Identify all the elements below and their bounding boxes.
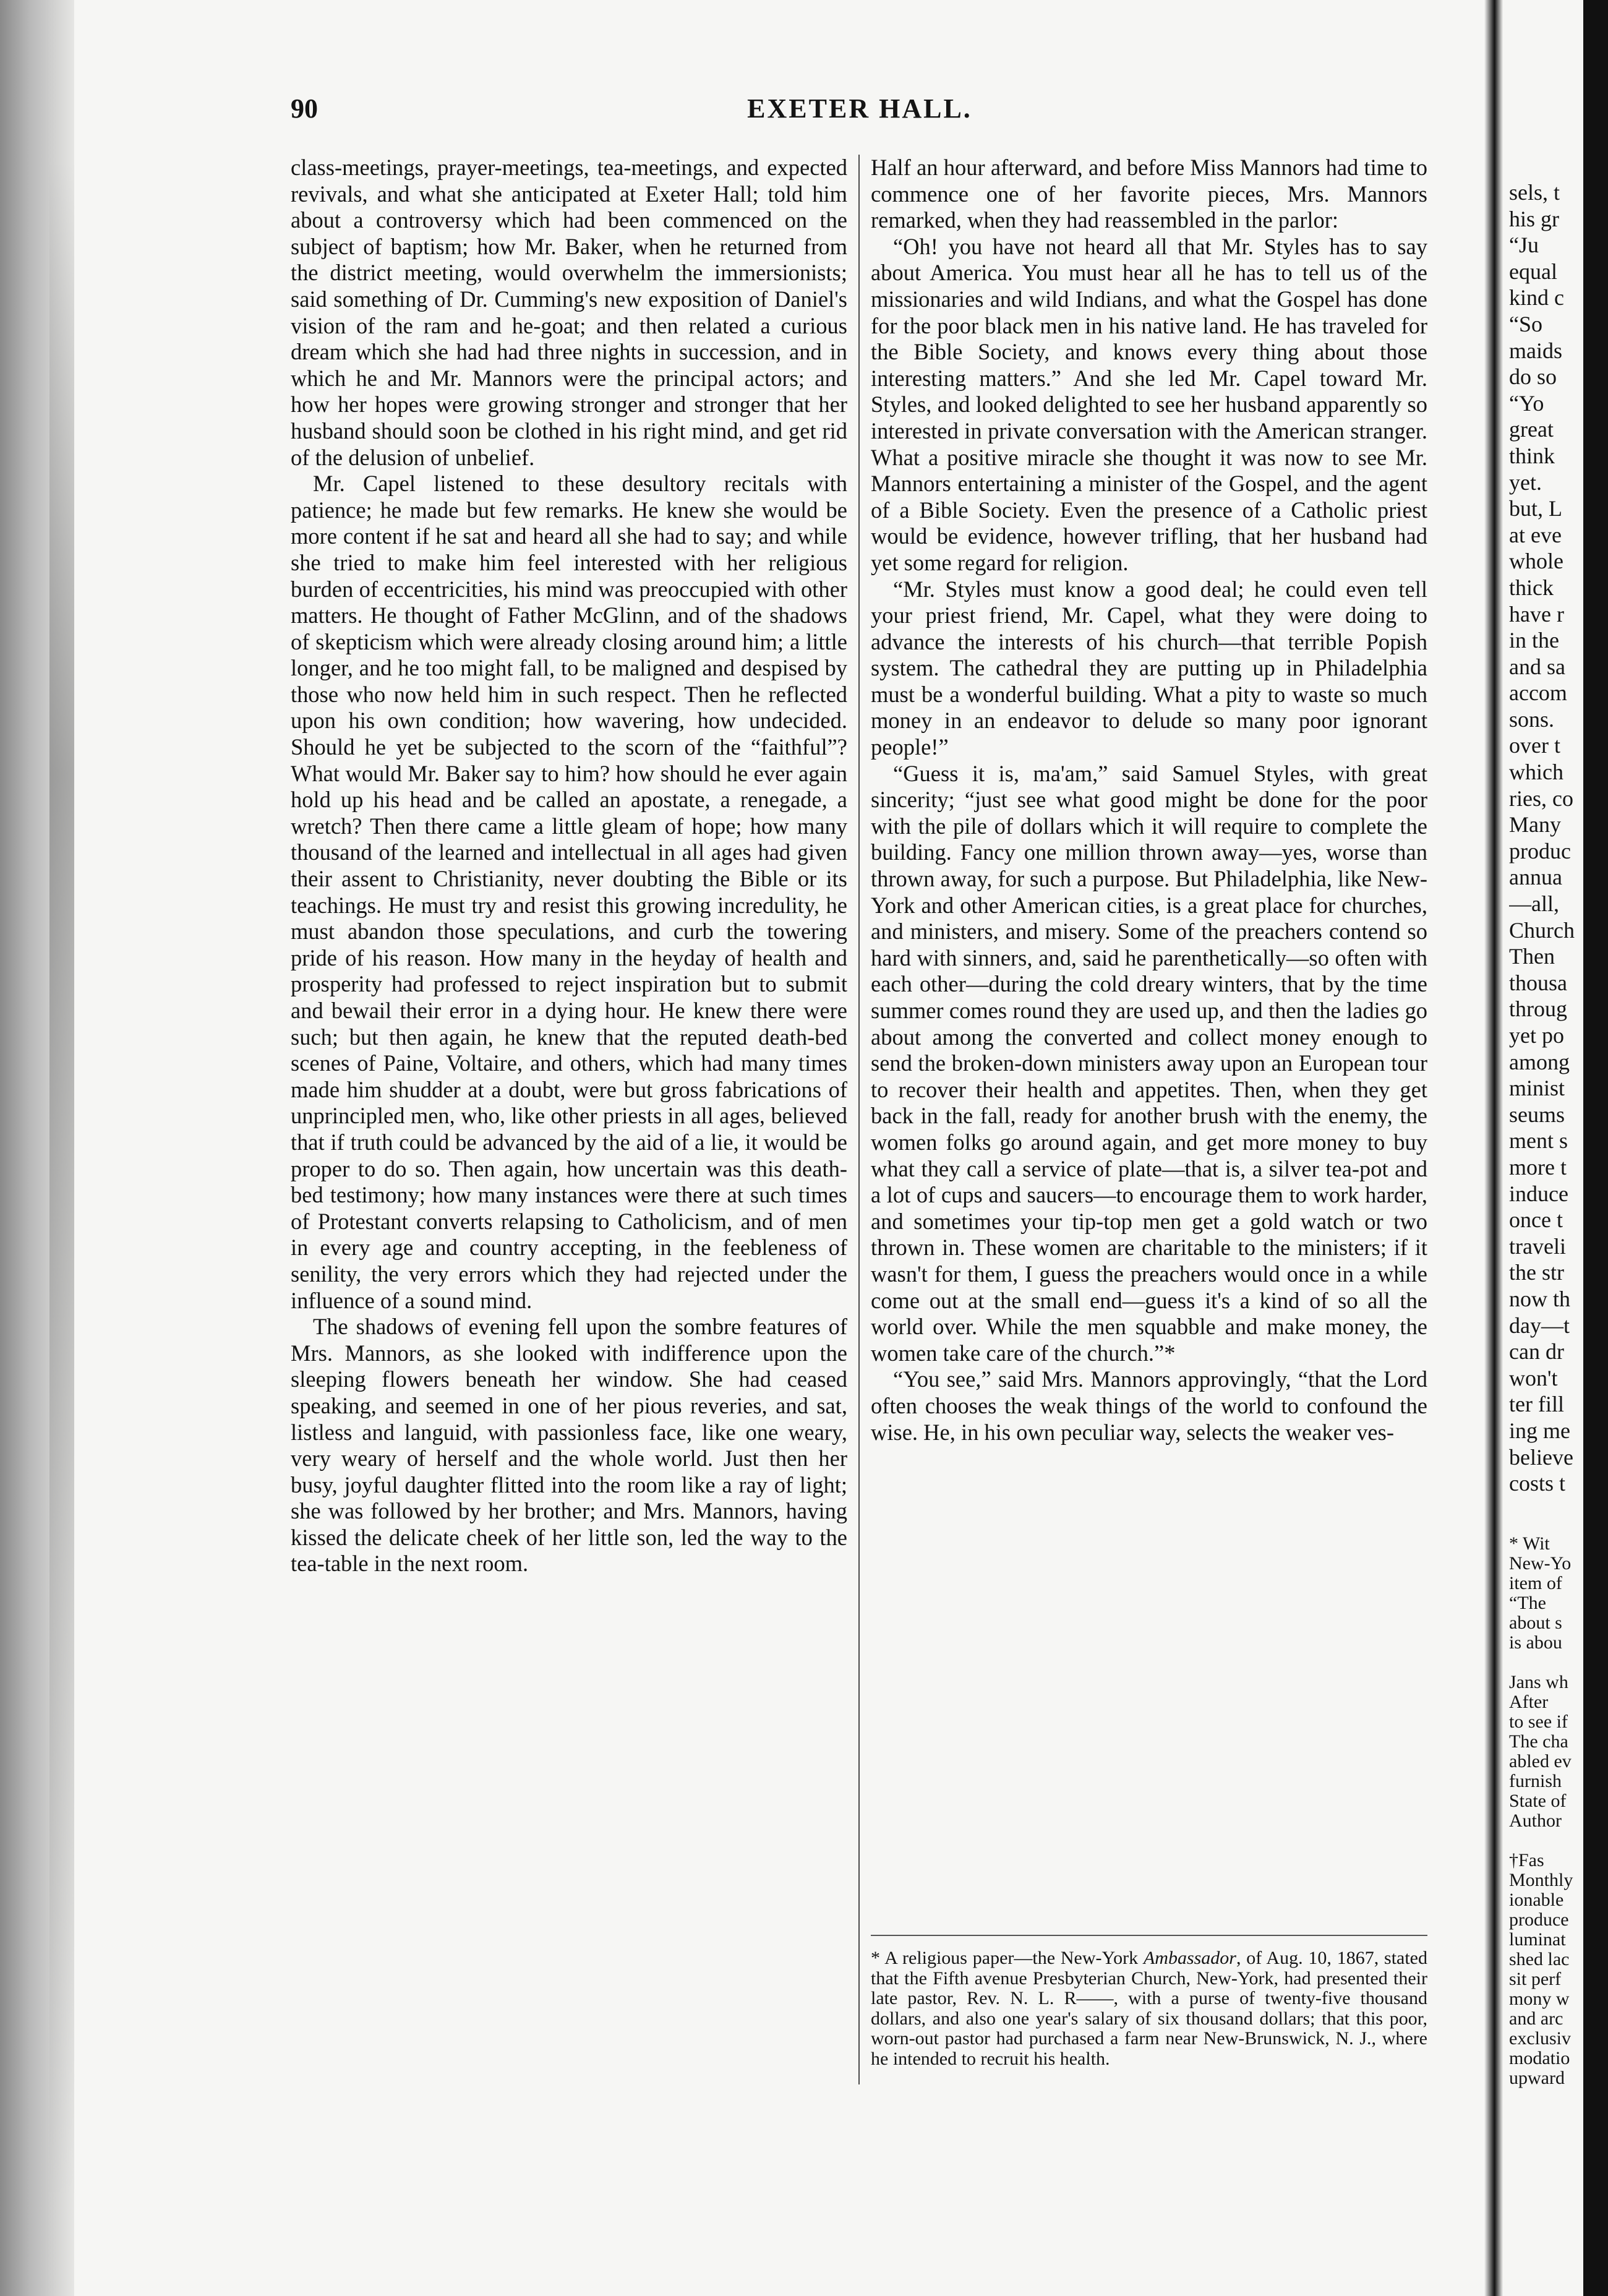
fragment-line: whole xyxy=(1509,549,1563,574)
fragment-line: induce xyxy=(1509,1181,1568,1206)
fragment-line: thick xyxy=(1509,575,1554,600)
fragment-line: Many xyxy=(1509,812,1561,837)
fragment-line: yet po xyxy=(1509,1023,1564,1048)
fragment-line: day—t xyxy=(1509,1313,1570,1338)
paragraph: The shadows of evening fell upon the sombre features of Mrs. Mannors, as she looked with indifference upon the sleeping flowers beneath her window. She had ceased speaking, and seemed in one of her pious reveries, and sat, listless and languid, with passionless face, like one weary, very weary of herself and the whole world. Just then her busy, joyful daughter flitted into the room like a ray of light; she was followed by her brother; and Mrs. Mannors, having kissed the delicate cheek of her little son, led the way to the tea-table in the next room. xyxy=(291,1314,847,1577)
paragraph: “You see,” said Mrs. Mannors approvingly, “that the Lord often chooses the weak things of the world to confound the wise. He, in his own peculiar way, selects the weaker ves- xyxy=(871,1366,1427,1445)
fragment-line: believe xyxy=(1509,1444,1573,1470)
footnote-rest: , of Aug. 10, 1867, stated that the Fifth avenue Presbyterian Church, New-York, had presented their late pastor, Rev. N. L. R——, with a purse of twenty-five thousand dollars, and also one year's salary of six thousand dollars; that this poor, worn-out pastor had purchased a farm near New-Brunswick, N. J., where he intended to recruit his health. xyxy=(871,1948,1427,2069)
fragment-line: in the xyxy=(1509,628,1559,653)
fragment-footnote-line: After xyxy=(1509,1691,1549,1712)
fragment-footnote-line: to see if xyxy=(1509,1711,1568,1732)
fragment-line: more t xyxy=(1509,1154,1567,1180)
fragment-line: equal xyxy=(1509,259,1557,284)
fragment-line: ries, co xyxy=(1509,786,1573,811)
fragment-line: do so xyxy=(1509,364,1557,390)
fragment-line: ing me xyxy=(1509,1418,1570,1443)
fragment-line: “Ju xyxy=(1509,233,1539,258)
fragment-footnote-line: New-Yo xyxy=(1509,1553,1572,1574)
fragment-footnote-line: “The xyxy=(1509,1592,1546,1613)
fragment-footnote-line xyxy=(1509,1831,1582,1851)
fragment-line: sons. xyxy=(1509,706,1555,732)
fragment-line: seums xyxy=(1509,1102,1565,1127)
fragment-footnote-line: The cha xyxy=(1509,1731,1568,1752)
fragment-footnote-line: Monthly xyxy=(1509,1869,1573,1890)
scan-border xyxy=(1583,0,1608,2296)
fragment-footnote-line: produce xyxy=(1509,1909,1569,1930)
fragment-line: his gr xyxy=(1509,206,1559,231)
fragment-line: the str xyxy=(1509,1260,1564,1285)
fragment-line: Church xyxy=(1509,917,1575,943)
fragment-line: ment s xyxy=(1509,1128,1568,1154)
page-gutter xyxy=(1484,0,1503,2296)
fragment-line: produc xyxy=(1509,838,1571,863)
fragment-line: “So xyxy=(1509,311,1542,336)
fragment-gap xyxy=(1509,1497,1582,1534)
fragment-line: won't xyxy=(1509,1365,1558,1390)
fragment-footnote-line: shed lac xyxy=(1509,1948,1570,1969)
fragment-line: Then xyxy=(1509,944,1555,969)
footnote-lead: * A religious paper—the New-York xyxy=(871,1948,1144,1968)
fragment-line: among xyxy=(1509,1049,1570,1074)
fragment-line: sels, t xyxy=(1509,180,1560,205)
fragment-line: once t xyxy=(1509,1207,1563,1233)
fragment-footnote-line: luminat xyxy=(1509,1929,1566,1950)
paragraph: Half an hour afterward, and before Miss Mannors had time to commence one of her favorite pieces, Mrs. Mannors remarked, when they had reassembled in the parlor: xyxy=(871,155,1427,233)
fragment-footnote-line: Jans wh xyxy=(1509,1671,1568,1692)
footnote-paper-name: Ambassador xyxy=(1143,1948,1236,1968)
right-column xyxy=(871,155,1427,1446)
fragment-footnote-line: Author xyxy=(1509,1810,1562,1831)
fragment-footnote-line: and arc xyxy=(1509,2008,1563,2029)
fragment-footnote-line: †Fas xyxy=(1509,1849,1544,1870)
fragment-footnote-line: * Wit xyxy=(1509,1533,1550,1554)
fragment-line: minist xyxy=(1509,1076,1565,1101)
fragment-line: “Yo xyxy=(1509,390,1544,416)
fragment-footnote-line: ionable xyxy=(1509,1889,1564,1910)
fragment-footnote-line: item of xyxy=(1509,1572,1562,1593)
paragraph: “Mr. Styles must know a good deal; he could even tell your priest friend, Mr. Capel, what they were doing to advance the interests of his church—that terrible Popish system. The cathedral they are putting up in Philadelphia must be a wonderful building. What a pity to waste so much money in an endeavor to delude so many poor ignorant people!” xyxy=(871,576,1427,760)
fragment-footnote-line: furnish xyxy=(1509,1770,1562,1791)
page-number: 90 xyxy=(291,93,318,124)
footnote xyxy=(871,1948,1427,2069)
fragment-line: ter fill xyxy=(1509,1392,1564,1417)
fragment-line: —all, xyxy=(1509,891,1559,917)
fragment-line: costs t xyxy=(1509,1471,1566,1496)
fragment-line: great xyxy=(1509,417,1554,442)
fragment-footnote-line: mony w xyxy=(1509,1988,1570,2009)
fragment-line: kind c xyxy=(1509,285,1564,311)
fragment-footnote-line: about s xyxy=(1509,1612,1562,1633)
adjacent-page-fragment xyxy=(1509,179,1582,2251)
running-head: EXETER HALL. xyxy=(747,93,972,124)
fragment-line: thousa xyxy=(1509,970,1567,995)
fragment-line: now th xyxy=(1509,1286,1570,1311)
fragment-line: at eve xyxy=(1509,522,1562,547)
paragraph: “Oh! you have not heard all that Mr. Styles has to say about America. You must hear all he has to tell us of the missionaries and wild Indians, and what the Gospel has done for the poor black men in his native land. He has traveled for the Bible Society, and knows every thing about those interesting matters.” And she led Mr. Capel toward Mr. Styles, and looked delighted to see her husband apparently so interested in private conversation with the American stranger. What a positive miracle she thought it was now to see Mr. Mannors entertaining a minister of the Gospel, and the agent of a Bible Society. Even the presence of a Catholic priest would be evidence, however trifling, that her husband had yet some regard for religion. xyxy=(871,233,1427,575)
fragment-line: and sa xyxy=(1509,654,1565,679)
fragment-footnote-line: modatio xyxy=(1509,2047,1570,2068)
left-column xyxy=(291,155,847,1577)
fragment-footnote-line: upward xyxy=(1509,2067,1565,2088)
paragraph: class-meetings, prayer-meetings, tea-meetings, and expected revivals, and what she anticipated at Exeter Hall; told him about a controversy which had been commenced on the subject of baptism; how Mr. Baker, when he returned from the district meeting, would overwhelm the immersionists; said something of Dr. Cumming's new exposition of Daniel's vision of the ram and he-goat; and then related a curious dream which she had had three nights in succession, and in which he and Mr. Mannors were the principal actors; and how her hopes were growing stronger and stronger that her husband should soon be clothed in his right mind, and get rid of the delusion of unbelief. xyxy=(291,155,847,470)
fragment-line: think xyxy=(1509,443,1555,468)
fragment-line: traveli xyxy=(1509,1233,1566,1259)
fragment-line: which xyxy=(1509,760,1563,785)
page-header xyxy=(291,93,1429,130)
fragment-footnote-line: sit perf xyxy=(1509,1968,1562,1989)
fragment-footnote-line: State of xyxy=(1509,1790,1567,1811)
column-divider xyxy=(858,155,860,2084)
spine-stain xyxy=(49,161,74,2202)
fragment-line: can dr xyxy=(1509,1339,1564,1364)
fragment-footnote-line xyxy=(1509,1653,1582,1673)
fragment-footnote-line: is abou xyxy=(1509,1632,1562,1653)
fragment-line: accom xyxy=(1509,680,1567,706)
fragment-line: throug xyxy=(1509,996,1567,1022)
paragraph: “Guess it is, ma'am,” said Samuel Styles, with great sincerity; “just see what good might be done for the poor with the pile of dollars which it will require to complete the building. Fancy one million thrown away—yes, worse than thrown away, for such a purpose. But Philadelphia, like New-York and other American cities, is a great place for churches, and ministers, and misery. Some of the preachers contend so hard with sinners, and, said he parenthetically—so often with each other—during the cold dreary winters, that by the time summer comes round they are used up, and then the ladies go about among the converted and collect money enough to send the broken-down ministers away upon an European tour to recover their health and appetites. Then, when they get back in the fall, ready for another brush with the enemy, the women folks go around again, and get more money to buy what they call a service of plate—that is, a silver tea-pot and a lot of cups and saucers—to encourage them to work harder, and sometimes your tip-top men get a gold watch or two thrown in. These women are charitable to the ministers; if it wasn't for them, I guess the preachers would once in a while come out at the small end—guess it's a kind of so all the world over. While the men squabble and make money, the women take care of the church.”* xyxy=(871,760,1427,1366)
paragraph: Mr. Capel listened to these desultory recitals with patience; he made but few remarks. He knew she would be more content if he sat and heard all she had to say; and while she tried to make him feel interested with her religious burden of eccentricities, his mind was preoccupied with other matters. He thought of Father McGlinn, and of the shadows of skepticism which were already closing around him; a little longer, and he too might fall, to be maligned and despised by those who now held him in such respect. Then he reflected upon his own condition; how wavering, how undecided. Should he yet be subjected to the scorn of the “faithful”? What would Mr. Baker say to him? how should he ever again hold up his head and be called an apostate, a renegade, a wretch? Then there came a little gleam of hope; how many thousand of the learned and intellectual in all ages had given their assent to Christianity, never doubting the Bible or its teachings. He must try and resist this growing incredulity, he must abandon those speculations, and curb the towering pride of his reason. How many in the heyday of health and prosperity had professed to reject inspiration but to submit and bewail their error in a dying hour. He knew there were such; but then again, he knew that the reputed death-bed scenes of Paine, Voltaire, and others, which had many times made him shudder at a doubt, were but gross fabrications of unprincipled men, who, like other priests in all ages, believed that if truth could be advanced by the aid of a lie, it would be proper to do so. Then again, how uncertain was this death-bed testimony; how many instances were there at such times of Protestant converts relapsing to Catholicism, and of men in every age and country accepting, in the feebleness of senility, the very errors which they had rejected under the influence of a sound mind. xyxy=(291,471,847,1313)
fragment-line: but, L xyxy=(1509,496,1562,521)
fragment-footnote-line: exclusiv xyxy=(1509,2028,1571,2049)
footnote-rule xyxy=(871,1935,1427,1936)
fragment-line: maids xyxy=(1509,338,1562,363)
fragment-footnote-line: abled ev xyxy=(1509,1750,1572,1771)
fragment-line: over t xyxy=(1509,733,1560,758)
fragment-line: annua xyxy=(1509,865,1562,890)
fragment-line: have r xyxy=(1509,601,1564,627)
fragment-line: yet. xyxy=(1509,469,1542,495)
